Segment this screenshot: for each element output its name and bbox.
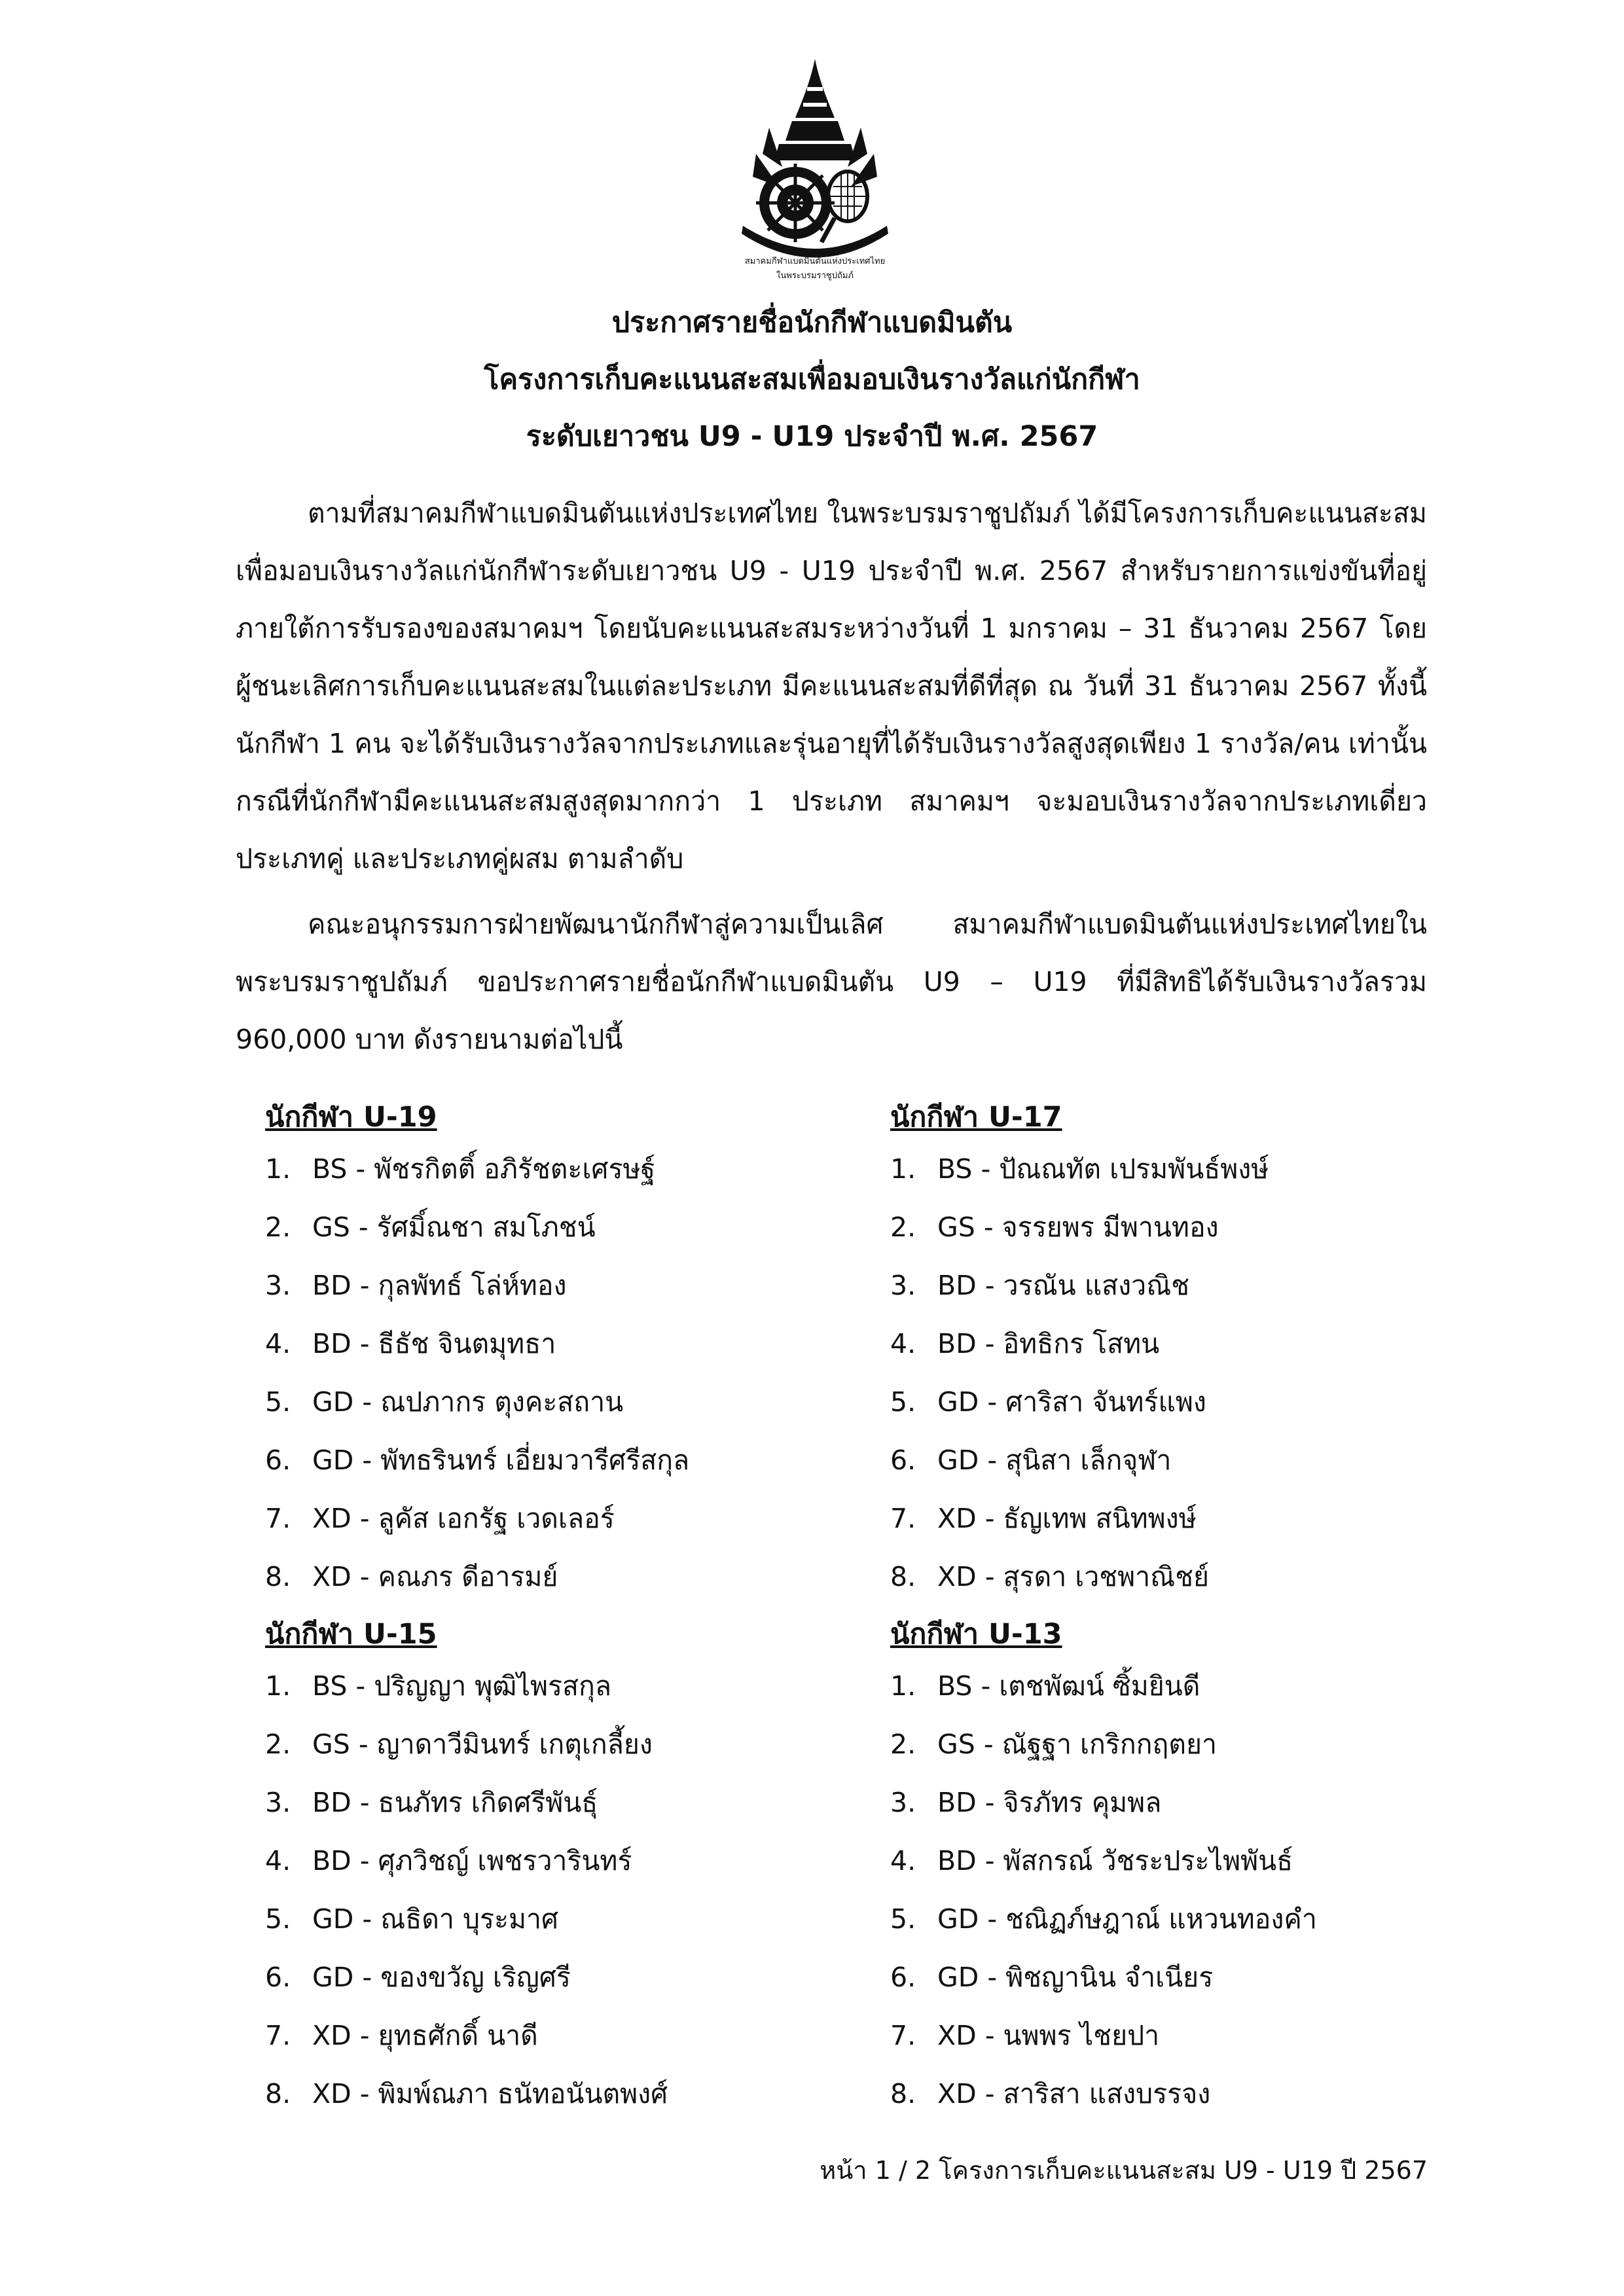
list-item [890, 1373, 1479, 1431]
list-item [265, 1832, 854, 1890]
item-number: 1. [890, 1153, 916, 1185]
list-item [890, 1257, 1479, 1315]
association-emblem [717, 56, 913, 285]
group-title: นักกีฬา U-19 [265, 1101, 437, 1134]
item-number: 4. [265, 1328, 291, 1359]
athlete-entry: XD - สุรดา เวชพาณิชย์ [937, 1561, 1210, 1592]
athlete-entry: BD - อิทธิกร โสทน [937, 1328, 1160, 1359]
list-item [265, 1715, 854, 1774]
athlete-list [890, 1657, 1479, 2123]
item-number: 2. [890, 1729, 916, 1760]
athlete-entry: GD - ศาริสา จันทร์แพง [937, 1386, 1206, 1418]
item-number: 8. [265, 1561, 291, 1592]
athlete-list [265, 1657, 854, 2123]
page-footer: หน้า 1 / 2 โครงการเก็บคะแนนสะสม U9 - U19 ปี 2567 [820, 2156, 1428, 2185]
group-u19 [265, 1094, 854, 1606]
list-item [890, 1948, 1479, 2007]
athlete-entry: BD - ศุภวิชญ์ เพชรวารินทร์ [312, 1845, 632, 1876]
list-item [265, 1431, 854, 1490]
list-item [890, 1832, 1479, 1890]
athlete-entry: GD - ชณิฏภ์ษฎาณ์ แหวนทองคำ [937, 1903, 1317, 1935]
athlete-entry: GD - ณปภากร ตุงคะสถาน [312, 1386, 624, 1418]
athlete-entry: XD - คณภร ดีอารมย์ [312, 1561, 558, 1592]
athlete-entry: GD - ณธิดา บุระมาศ [312, 1903, 559, 1935]
item-number: 5. [265, 1386, 291, 1418]
item-number: 8. [890, 1561, 916, 1592]
athlete-entry: XD - ลูคัส เอกรัฐ เวดเลอร์ [312, 1503, 615, 1534]
list-item [265, 2065, 854, 2123]
athlete-entry: BD - ธีธัช จินตมุทธา [312, 1328, 556, 1359]
association-emblem-icon [717, 56, 913, 285]
item-number: 5. [265, 1903, 291, 1935]
svg-text:ในพระบรมราชูปถัมภ์: ในพระบรมราชูปถัมภ์ [776, 271, 854, 281]
item-number: 2. [890, 1211, 916, 1243]
item-number: 4. [265, 1845, 291, 1876]
athlete-entry: GS - ญาดาวีมินทร์ เกตุเกลี้ยง [312, 1729, 653, 1760]
list-item [890, 1774, 1479, 1832]
list-item [890, 2007, 1479, 2065]
list-item [265, 1198, 854, 1257]
paragraph-intro-text: ตามที่สมาคมกีฬาแบดมินตันแห่งประเทศไทย ในพระบรมราชูปถัมภ์ ได้มีโครงการเก็บคะแนนสะสมเพื่อมอบเงินรางวัลแก่นักกีฬาระดับเยาวชน U9 - U19 ประจำปี พ.ศ. 2567 สำหรับรายการแข่งขันที่อยู่ภายใต้การรับรองของสมาคมฯ โดยนับคะแนนสะสมระหว่างวันที่ 1 มกราคม – 31 ธันวาคม 2567 โดย ผู้ชนะเลิศการเก็บคะแนนสะสมในแต่ละประเภท มีคะแนนสะสมที่ดีที่สุด ณ วันที่ 31 ธันวาคม 2567 ทั้งนี้ นักกีฬา 1 คน จะได้รับเงินรางวัลจากประเภทและรุ่นอายุที่ได้รับเงินรางวัลสูงสุดเพียง 1 รางวัล/คน เท่านั้น กรณีที่นักกีฬามีคะแนนสะสมสูงสุดมากกว่า 1 ประเภท สมาคมฯ จะมอบเงินรางวัลจากประเภทเดี่ยว ประเภทคู่ และประเภทคู่ผสม ตามลำดับ [236, 497, 1427, 874]
list-item [265, 1315, 854, 1373]
list-item [265, 1948, 854, 2007]
item-number: 6. [890, 1962, 916, 1993]
group-title: นักกีฬา U-17 [890, 1101, 1062, 1134]
list-item [890, 1431, 1479, 1490]
athlete-entry: BD - ธนภัทร เกิดศรีพันธุ์ [312, 1787, 598, 1818]
group-u15 [265, 1611, 854, 2123]
group-title: นักกีฬา U-13 [890, 1618, 1062, 1651]
list-item [890, 1315, 1479, 1373]
athlete-entry: GD - สุนิสา เล็กจุฬา [937, 1444, 1172, 1476]
paragraph-announcement [236, 895, 1427, 1068]
item-number: 1. [265, 1670, 291, 1702]
paragraph-announcement-text: คณะอนุกรรมการฝ่ายพัฒนานักกีฬาสู่ความเป็นเลิศ สมาคมกีฬาแบดมินตันแห่งประเทศไทยในพระบรมราชูปถัมภ์ ขอประกาศรายชื่อนักกีฬาแบดมินตัน U9 – U19 ที่มีสิทธิได้รับเงินรางวัลรวม 960,000 บาท ดังรายนามต่อไปนี้ [236, 908, 1427, 1055]
item-number: 1. [890, 1670, 916, 1702]
title-line-1: ประกาศรายชื่อนักกีฬาแบดมินตัน [611, 306, 1013, 339]
list-item [890, 1140, 1479, 1198]
athlete-entry: BS - พัชรกิตติ์ อภิรัชตะเศรษฐ์ [312, 1153, 656, 1185]
list-item [265, 1774, 854, 1832]
item-number: 4. [890, 1328, 916, 1359]
athlete-entry: XD - นพพร ไชยปา [937, 2020, 1160, 2051]
athlete-entry: XD - สาริสา แสงบรรจง [937, 2078, 1211, 2109]
athlete-entry: BD - พัสกรณ์ วัชระประไพพันธ์ [937, 1845, 1293, 1876]
paragraph-intro [236, 484, 1427, 888]
list-item [265, 1890, 854, 1948]
athlete-entry: GS - จรรยพร มีพานทอง [937, 1211, 1219, 1243]
athlete-entry: GS - ณัฐฐา เกริกกฤตยา [937, 1729, 1217, 1760]
item-number: 7. [890, 2020, 916, 2051]
athlete-entry: BD - จิรภัทร คุมพล [937, 1787, 1162, 1818]
athlete-list [890, 1140, 1479, 1606]
list-item [890, 1548, 1479, 1606]
svg-text:สมาคมกีฬาแบดมินตันแห่งประเทศไท: สมาคมกีฬาแบดมินตันแห่งประเทศไทย [744, 257, 886, 266]
group-title: นักกีฬา U-15 [265, 1618, 437, 1651]
list-item [890, 1715, 1479, 1774]
group-u13 [890, 1611, 1479, 2123]
athlete-entry: BS - ปริญญา พุฒิไพรสกุล [312, 1670, 611, 1702]
item-number: 5. [890, 1903, 916, 1935]
athlete-entry: XD - พิมพ์ณภา ธนัทอนันตพงศ์ [312, 2078, 668, 2109]
list-item [265, 1490, 854, 1548]
list-item [890, 1490, 1479, 1548]
item-number: 7. [265, 2020, 291, 2051]
list-item [265, 1257, 854, 1315]
list-item [265, 1373, 854, 1431]
item-number: 6. [890, 1444, 916, 1476]
item-number: 3. [265, 1787, 291, 1818]
item-number: 3. [890, 1270, 916, 1301]
list-item [890, 1890, 1479, 1948]
item-number: 6. [265, 1444, 291, 1476]
athlete-entry: XD - ยุทธศักดิ์ นาดี [312, 2020, 538, 2051]
athlete-entry: BD - วรณัน แสงวณิช [937, 1270, 1190, 1301]
item-number: 7. [265, 1503, 291, 1534]
list-item [890, 1657, 1479, 1715]
athlete-entry: XD - ธัญเทพ สนิทพงษ์ [937, 1503, 1197, 1534]
item-number: 2. [265, 1729, 291, 1760]
item-number: 8. [265, 2078, 291, 2109]
title-line-2: โครงการเก็บคะแนนสะสมเพื่อมอบเงินรางวัลแก่นักกีฬา [484, 363, 1140, 396]
item-number: 7. [890, 1503, 916, 1534]
athlete-entry: GD - ของขวัญ เริญศรี [312, 1962, 571, 1993]
item-number: 3. [890, 1787, 916, 1818]
item-number: 1. [265, 1153, 291, 1185]
group-u17 [890, 1094, 1479, 1606]
list-item [265, 2007, 854, 2065]
item-number: 5. [890, 1386, 916, 1418]
athlete-entry: BD - กุลพัทธ์ โล่ห์ทอง [312, 1270, 567, 1301]
item-number: 2. [265, 1211, 291, 1243]
item-number: 3. [265, 1270, 291, 1301]
item-number: 6. [265, 1962, 291, 1993]
athlete-entry: GD - พัทธรินทร์ เอี่ยมวารีศรีสกุล [312, 1444, 690, 1476]
athlete-entry: GS - รัศมิ์ณชา สมโภชน์ [312, 1211, 596, 1243]
list-item [890, 1198, 1479, 1257]
item-number: 4. [890, 1845, 916, 1876]
title-line-3: ระดับเยาวชน U9 - U19 ประจำปี พ.ศ. 2567 [526, 420, 1098, 453]
athlete-entry: BS - เตชพัฒน์ ซิ้มยินดี [937, 1670, 1200, 1702]
athlete-entry: BS - ปัณณทัต เปรมพันธ์พงษ์ [937, 1153, 1269, 1185]
list-item [265, 1140, 854, 1198]
athlete-list [265, 1140, 854, 1606]
list-item [890, 2065, 1479, 2123]
item-number: 8. [890, 2078, 916, 2109]
athlete-entry: GD - พิชญานิน จำเนียร [937, 1962, 1214, 1993]
list-item [265, 1548, 854, 1606]
list-item [265, 1657, 854, 1715]
